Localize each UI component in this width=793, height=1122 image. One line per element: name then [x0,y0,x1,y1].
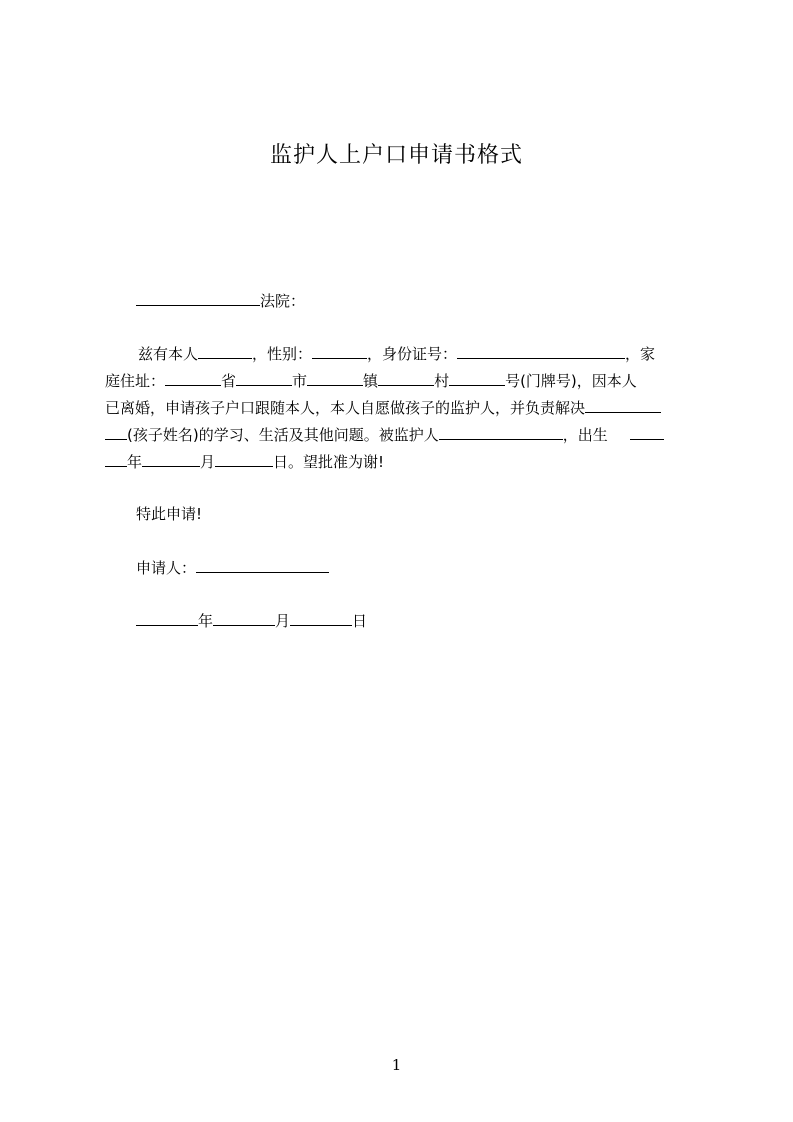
date-year-blank [136,610,198,626]
body-line [105,370,637,391]
body-text: ，家 [625,345,656,363]
body-text: 已离婚，申请孩子户口跟随本人，本人自愿做孩子的监护人，并负责解决 [105,399,586,417]
body-text: 月 [200,453,216,471]
body-text: 省 [221,372,237,390]
date-month-label: 月 [275,612,291,630]
body-text: 庭住址： [105,372,166,390]
body-line [105,451,384,472]
applicant-line [136,557,329,578]
birth-year-blank [630,424,664,440]
page-number: 1 [391,1056,402,1074]
body-text: 村 [434,372,450,390]
ward-name-blank [439,424,563,440]
date-month-blank [213,610,275,626]
date-day-label: 日 [352,612,368,630]
village-blank [378,370,434,386]
date-year-label: 年 [198,612,214,630]
applicant-name-blank [198,343,252,359]
body-text: ，性别： [252,345,313,363]
court-suffix: 法院： [260,292,306,310]
body-text: 日。望批准为谢! [273,453,385,471]
applicant-signature-blank [196,557,329,573]
body-text: 号(门牌号)，因本人 [505,372,637,390]
id-number-blank [457,343,625,359]
body-text: 市 [292,372,308,390]
child-name-blank [585,397,661,413]
body-text: ，出生 [562,426,608,444]
province-blank [165,370,221,386]
date-line [136,610,367,631]
court-line [136,290,305,311]
house-number-blank [449,370,505,386]
closing-line: 特此申请! [136,505,203,523]
body-text: 镇 [363,372,379,390]
body-text: (孩子姓名)的学习、生活及其他问题。被监护人 [127,426,439,444]
body-line [105,397,661,418]
body-line [105,424,664,445]
page-title: 监护人上户口申请书格式 [269,143,523,168]
body-text: ，身份证号： [367,345,458,363]
body-text: 兹有本人 [138,345,199,363]
applicant-label: 申请人： [136,559,197,577]
city-blank [236,370,292,386]
court-name-blank [136,290,260,306]
birth-day-blank [215,451,273,467]
birth-month-blank [142,451,200,467]
child-name-blank-cont [105,424,127,440]
gender-blank [312,343,367,359]
body-line [138,343,655,364]
date-day-blank [290,610,352,626]
birth-year-blank-cont [105,451,127,467]
town-blank [307,370,363,386]
body-text: 年 [127,453,143,471]
